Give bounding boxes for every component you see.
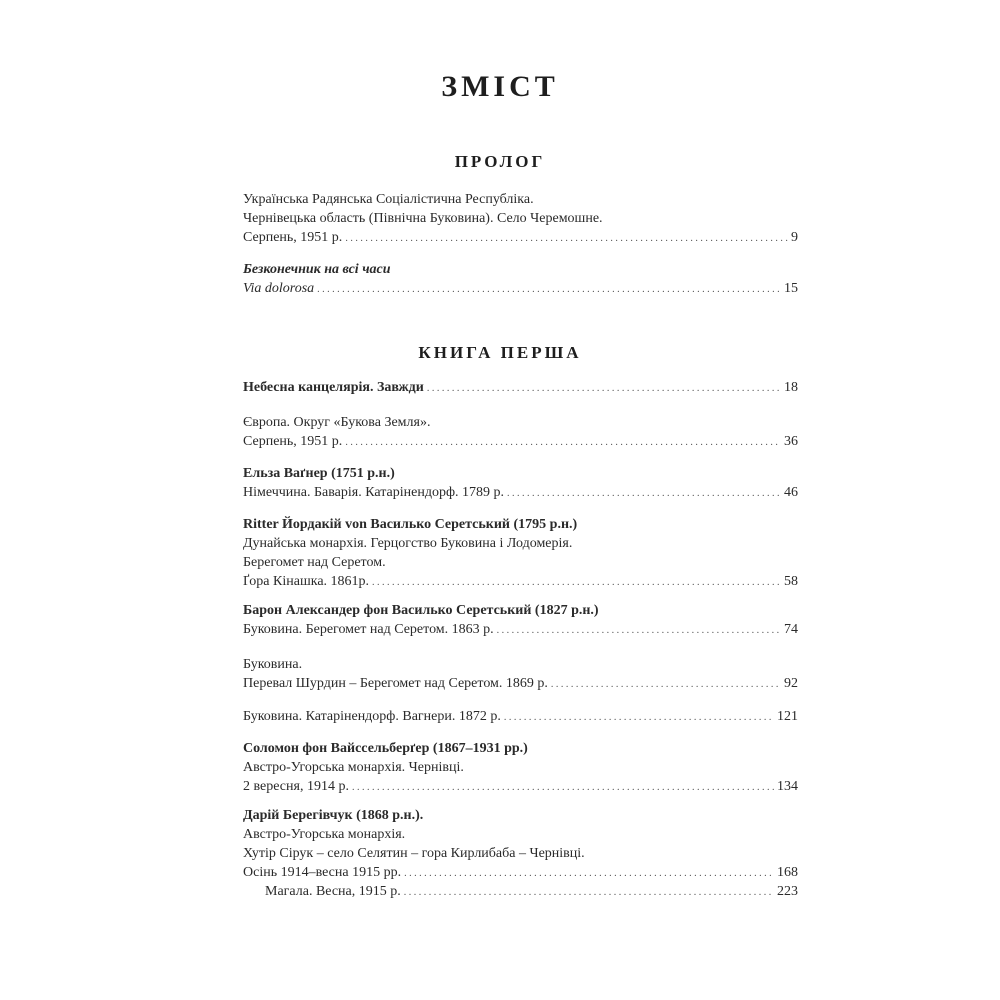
toc-entry[interactable] bbox=[243, 190, 798, 247]
entry-line: Українська Радянська Соціалістична Республіка. bbox=[243, 192, 534, 207]
dot-leader bbox=[404, 882, 774, 902]
entry-line: Via dolorosa bbox=[243, 281, 315, 296]
entry-line: Дунайська монархія. Герцогство Буковина і Лодомерія. bbox=[243, 536, 573, 551]
entry-heading: Ritter Йордакій von Василько Серетський (1795 р.н.) bbox=[243, 517, 578, 532]
dot-leader bbox=[345, 228, 788, 248]
dot-leader bbox=[352, 777, 774, 797]
page-number: 121 bbox=[777, 709, 798, 724]
part-heading-book-one: КНИГА ПЕРША bbox=[418, 343, 582, 362]
entry-line: Хутір Сірук – село Селятин – гора Кирлибаба – Чернівці. bbox=[243, 846, 585, 861]
toc-entry[interactable] bbox=[243, 601, 798, 639]
page-number: 92 bbox=[784, 676, 798, 691]
entry-heading: Небесна канцелярія. Завжди bbox=[243, 380, 424, 395]
dot-leader bbox=[372, 572, 781, 592]
entry-heading: Ельза Ваґнер (1751 р.н.) bbox=[243, 466, 395, 481]
entry-line: Австро-Угорська монархія. bbox=[243, 827, 406, 842]
entry-line: Європа. Округ «Букова Земля». bbox=[243, 415, 431, 430]
entry-line: Осінь 1914–весна 1915 рр. bbox=[243, 865, 402, 880]
entry-line: Буковина. Берегомет над Серетом. 1863 р. bbox=[243, 622, 494, 637]
part-heading-prologue: ПРОЛОГ bbox=[454, 152, 546, 171]
entry-heading: Дарій Берегівчук (1868 р.н.). bbox=[243, 808, 424, 823]
entry-line: 2 вересня, 1914 р. bbox=[243, 779, 349, 794]
entry-line: Перевал Шурдин – Берегомет над Серетом. 1869 р. bbox=[243, 676, 548, 691]
dot-leader bbox=[551, 674, 781, 694]
toc-entry[interactable] bbox=[243, 464, 798, 502]
toc-entry[interactable] bbox=[243, 260, 798, 298]
entry-line: Берегомет над Серетом. bbox=[243, 555, 386, 570]
toc-entry[interactable] bbox=[243, 515, 798, 591]
page-number: 74 bbox=[784, 622, 798, 637]
dot-leader bbox=[507, 483, 781, 503]
page-number: 223 bbox=[777, 884, 798, 899]
dot-leader bbox=[497, 620, 781, 640]
dot-leader bbox=[345, 432, 781, 452]
toc-entry[interactable] bbox=[243, 806, 798, 901]
entry-line: Ґора Кінашка. 1861р. bbox=[243, 574, 370, 589]
page-number: 46 bbox=[784, 485, 798, 500]
entry-heading: Безконечник на всі часи bbox=[243, 262, 391, 277]
toc-entry[interactable] bbox=[243, 655, 798, 693]
entry-subline: Магала. Весна, 1915 р. bbox=[265, 884, 401, 899]
page-number: 15 bbox=[784, 281, 798, 296]
toc-entry[interactable] bbox=[243, 707, 798, 726]
page-number: 168 bbox=[777, 865, 798, 880]
entry-line: Буковина. Катарінендорф. Вагнери. 1872 р. bbox=[243, 709, 501, 724]
toc-entry[interactable] bbox=[243, 739, 798, 796]
page-number: 58 bbox=[784, 574, 798, 589]
page-number: 18 bbox=[784, 380, 798, 395]
entry-line: Австро-Угорська монархія. Чернівці. bbox=[243, 760, 464, 775]
dot-leader bbox=[404, 863, 774, 883]
dot-leader bbox=[504, 707, 774, 727]
page-number: 36 bbox=[784, 434, 798, 449]
page-title: ЗМІСТ bbox=[441, 70, 559, 103]
entry-line: Німеччина. Баварія. Катарінендорф. 1789 р. bbox=[243, 485, 505, 500]
entry-heading: Соломон фон Вайссельберґер (1867–1931 рр.) bbox=[243, 741, 528, 756]
entry-line: Серпень, 1951 р. bbox=[243, 434, 343, 449]
toc-entry[interactable] bbox=[243, 413, 798, 451]
dot-leader bbox=[427, 378, 781, 398]
page-number: 134 bbox=[777, 779, 798, 794]
entry-line: Чернівецька область (Північна Буковина). Село Черемошне. bbox=[243, 211, 603, 226]
entry-line: Серпень, 1951 р. bbox=[243, 230, 343, 245]
dot-leader bbox=[317, 279, 781, 299]
entry-line: Буковина. bbox=[243, 657, 303, 672]
entry-heading: Барон Александер фон Василько Серетський (1827 р.н.) bbox=[243, 603, 599, 618]
toc-entry[interactable] bbox=[243, 378, 798, 397]
page-number: 9 bbox=[791, 230, 798, 245]
